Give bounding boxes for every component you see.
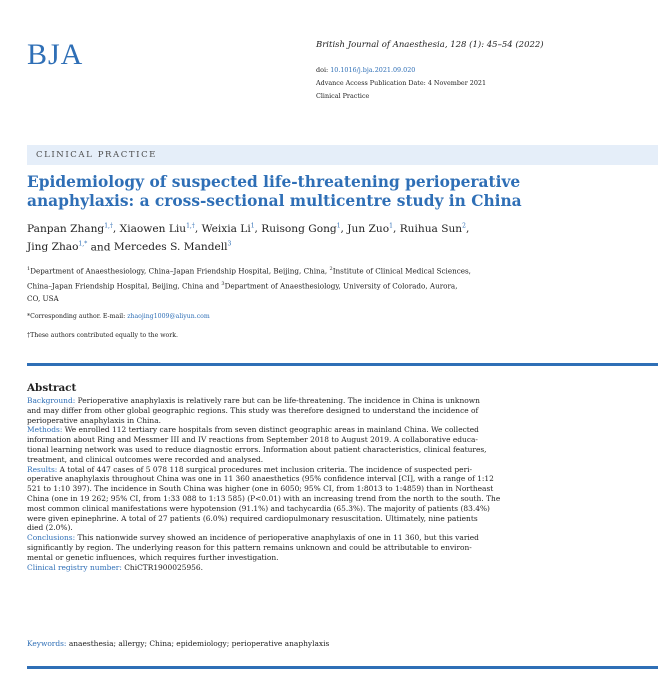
abstract-methods: Methods: We enrolled 112 tertiary care hospitals from seven distinct geographic areas in mainland China. We collected information about Ring and Messmer III and IV reactions from September 2018 to August 2019. A collaborative educa- tional learning network was used to reduce diagnostic errors. Information about patient characteristics, clinical features, treatment, and clinical outcomes were recorded and analysed. — [27, 425, 487, 464]
journal-citation: British Journal of Anaesthesia, 128 (1): 45–54 (2022) — [316, 40, 544, 50]
results-label: Results: — [27, 464, 58, 474]
affiliations: $^1$Department of Anaesthesiology, China–Japan Friendship Hospital, Beijing, China, $^2$Institute of Clinical Medical Sciences, China–Japan Friendship Hospital, Beijing, China and $^3$Department of Anaesthesiology, University of Colorado, Aurora, CO, USA — [27, 266, 471, 303]
keywords-label: Keywords: — [27, 639, 67, 648]
author[interactable]: Xiaowen Liu$^{1,\dagger}$ — [119, 222, 195, 235]
title-line-1: Epidemiology of suspected life-threatening perioperative — [27, 173, 521, 191]
doi-label: doi: — [316, 66, 329, 74]
author[interactable]: Mercedes S. Mandell$^3$ — [113, 240, 232, 254]
abstract-top-rule — [27, 363, 658, 366]
abstract-results: Results: A total of 447 cases of 5 078 118 surgical procedures met inclusion criteria. The incidence of suspected peri- operative anaphylaxis throughout China was one in 11 360 anaesthetics (95% confidence interval [CI], with a range of 1:12 521 to 1:10 397). The incidence in South China was higher (one in 6050; 95% CI, from 1:8013 to 1:4859) than in Northeast China (one in 19 262; 95% CI, from 1:33 088 to 1:13 585) (P<0.01) with an increasing trend from the north to the south. The most common clinical manifestations were hypotension (91.1%) and tachycardia (65.3%). The majority of patients (83.4%) were given epinephrine. A total of 27 patients (6.0%) required cardiopulmonary resuscitation. Ultimately, nine patients died (2.0%). — [27, 464, 501, 533]
equal-contribution-note: †These authors contributed equally to the work. — [27, 332, 178, 339]
methods-label: Methods: — [27, 425, 63, 435]
keywords: Keywords: anaesthesia; allergy; China; epidemiology; perioperative anaphylaxis — [27, 639, 330, 648]
conclusions-label: Conclusions: — [27, 533, 76, 543]
author[interactable]: Jun Zuo$^1$ — [347, 222, 393, 235]
author-line-1: Panpan Zhang$^{1,\dagger}$, Xiaowen Liu$^{1,\dagger}$, Weixia Li$^1$, Ruisong Gong$^1$, Jun Zuo$^1$, Ruihua Sun$^2$, — [27, 222, 470, 235]
abstract-heading: Abstract — [27, 382, 77, 394]
doi-line — [316, 66, 415, 74]
author[interactable]: Jing Zhao$^{1,*}$ — [27, 240, 88, 254]
section-label: CLINICAL PRACTICE — [36, 150, 157, 160]
author-line-2: Jing Zhao$^{1,*}$ and Mercedes S. Mandell$^3$ — [27, 240, 232, 254]
author[interactable]: Ruisong Gong$^1$ — [261, 222, 341, 235]
abstract-background: Background: Perioperative anaphylaxis is relatively rare but can be life-threatening. The incidence in China is unknown and may differ from other global geographic regions. This study was therefore designed to understand the incidence of perioperative anaphylaxis in China. — [27, 396, 480, 425]
title-line-2: anaphylaxis: a cross-sectional multicentre study in China — [27, 191, 522, 210]
author-list — [27, 218, 627, 255]
abstract-bottom-rule — [27, 666, 658, 669]
email-link[interactable]: zhaojing1009@aliyun.com — [127, 313, 210, 320]
advance-access-date: Advance Access Publication Date: 4 November 2021 — [316, 79, 487, 87]
abstract-registry: Clinical registry number: ChiCTR1900025956. — [27, 562, 204, 572]
article-title — [27, 173, 627, 210]
corresponding-author: *Corresponding author. E-mail: zhaojing1009@aliyun.com — [27, 313, 210, 320]
author[interactable]: Ruihua Sun$^2$ — [399, 222, 466, 235]
author[interactable]: Weixia Li$^1$ — [201, 222, 255, 235]
doi-link[interactable]: 10.1016/j.bja.2021.09.020 — [330, 66, 416, 74]
article-type: Clinical Practice — [316, 92, 370, 100]
author[interactable]: Panpan Zhang$^{1,\dagger}$ — [27, 222, 113, 235]
registry-label: Clinical registry number: — [27, 562, 122, 572]
abstract-body — [27, 396, 642, 572]
background-label: Background: — [27, 396, 76, 405]
journal-logo: BJA — [27, 38, 84, 71]
abstract-conclusions: Conclusions: This nationwide survey showed an incidence of perioperative anaphylaxis of one in 11 360, but this varied significantly by region. The underlying reason for this pattern remains unknown and could be attributable to environ- mental or genetic influences, which requires further investigation. — [27, 533, 479, 562]
